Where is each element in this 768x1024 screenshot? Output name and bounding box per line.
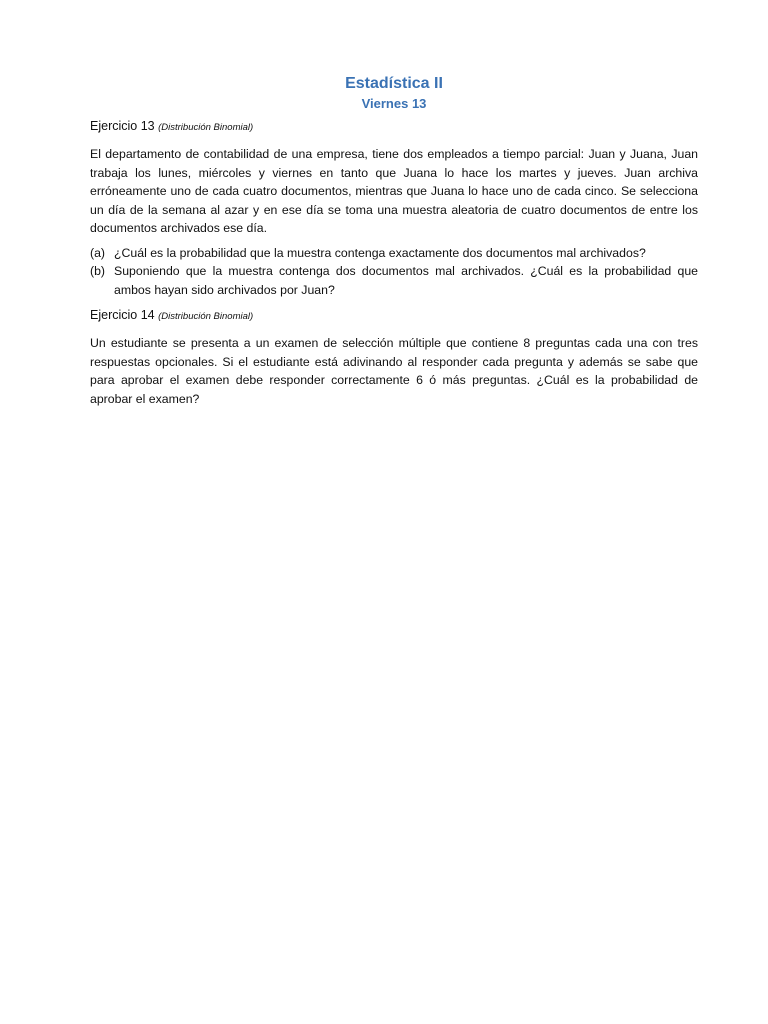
question-a-text: ¿Cuál es la probabilidad que la muestra contenga exactamente dos documentos mal archivados?: [114, 245, 646, 260]
exercise-13-heading: [90, 118, 698, 136]
exercise-13-topic-wrap: [158, 122, 253, 133]
exercise-13-questions: [90, 244, 698, 300]
question-a: [90, 244, 698, 263]
exercise-13-topic: Distribución Binomial: [161, 122, 250, 133]
exercise-14-topic-close: ): [249, 311, 254, 322]
exercise-14-title: Ejercicio 14: [90, 308, 155, 322]
exercise-13-title: Ejercicio 13: [90, 119, 155, 133]
exercise-14-topic: Distribución Binomial: [161, 311, 250, 322]
exercise-13-paragraph: El departamento de contabilidad de una empresa, tiene dos empleados a tiempo parcial: Juan y Juana, Juan trabaja los lunes, miércoles y viernes en tanto que Juana lo hace los martes y jueves. Juan archiva erróneamente uno de cada cuatro documentos, mientras que Juana lo hace uno de cada cinco. Se selecciona un día de la semana al azar y en ese día se toma una muestra aleatoria de cuatro documentos de entre los documentos archivados ese día.: [90, 147, 698, 235]
question-b-text: Suponiendo que la muestra contenga dos documentos mal archivados. ¿Cuál es la probabilidad que ambos hayan sido archivados por Juan?: [114, 264, 698, 297]
exercise-14-topic-wrap: [158, 311, 253, 322]
document-title: Estadística II: [345, 75, 443, 92]
document-subtitle: Viernes 13: [361, 96, 427, 111]
exercise-14-heading: [90, 307, 698, 325]
question-a-marker: (a): [90, 245, 106, 260]
question-b-marker: (b): [90, 264, 106, 278]
question-b: [90, 262, 698, 299]
document-content: [90, 74, 698, 408]
exercise-14-topic-open: (: [158, 311, 162, 322]
exercise-13-topic-close: ): [249, 122, 254, 133]
exercise-14-paragraph: Un estudiante se presenta a un examen de selección múltiple que contiene 8 preguntas cada una con tres respuestas opcionales. Si el estudiante está adivinando al responder cada pregunta y además se sabe que para aprobar el examen debe responder correctamente 6 ó más preguntas. ¿Cuál es la probabilidad de aprobar el examen?: [90, 336, 698, 406]
exercise-13-topic-open: (: [158, 122, 162, 133]
